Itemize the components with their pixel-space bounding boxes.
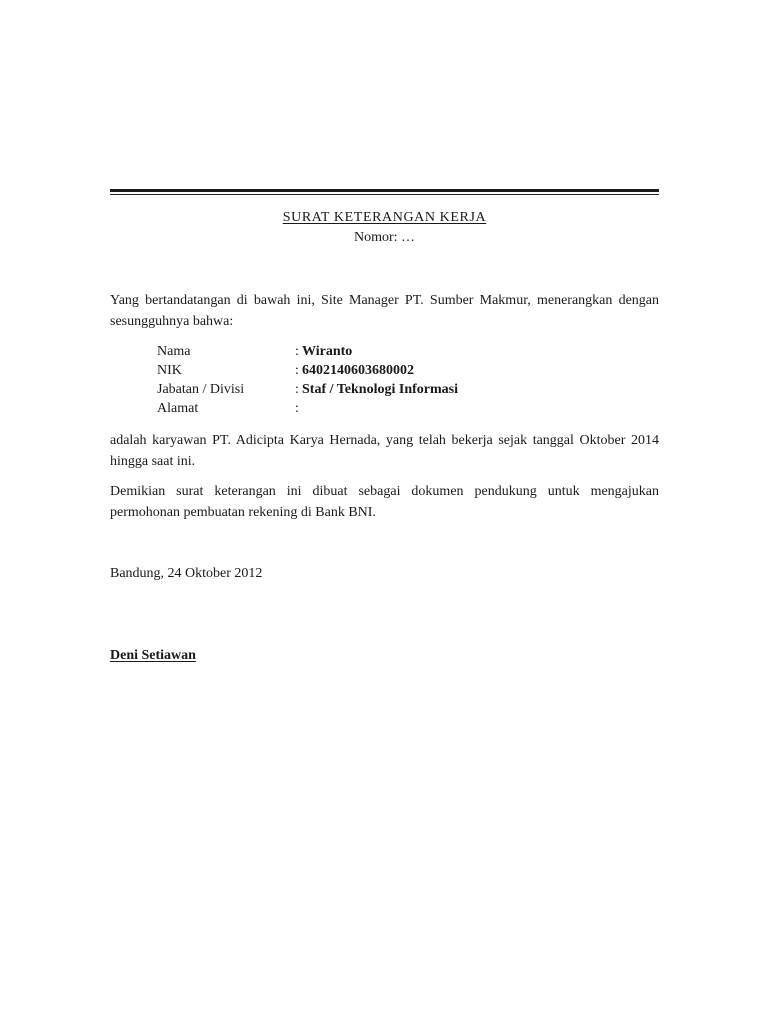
letter-title-text: SURAT KETERANGAN KERJA — [282, 210, 487, 225]
header-rule-thin — [110, 194, 659, 195]
employment-paragraph: adalah karyawan PT. Adicipta Karya Hernada, yang telah bekerja sejak tanggal Oktober 2014 hingga saat ini. — [110, 433, 659, 469]
field-label-alamat: Alamat — [157, 401, 199, 416]
employee-details — [157, 342, 458, 418]
field-value-jabatan: Staf / Teknologi Informasi — [302, 382, 458, 397]
field-row-nama — [157, 342, 458, 361]
field-value-nik: 6402140603680002 — [302, 363, 414, 378]
field-label-nik: NIK — [157, 363, 182, 378]
field-colon: : — [295, 344, 299, 359]
field-value-nama: Wiranto — [302, 344, 353, 359]
field-colon: : — [295, 382, 299, 397]
field-row-alamat — [157, 399, 458, 418]
intro-paragraph: Yang bertandatangan di bawah ini, Site Manager PT. Sumber Makmur, menerangkan dengan sesungguhnya bahwa: — [110, 293, 659, 329]
field-colon: : — [295, 401, 299, 416]
place-date: Bandung, 24 Oktober 2012 — [110, 566, 263, 581]
field-colon: : — [295, 363, 299, 378]
field-row-nik — [157, 361, 458, 380]
letter-title — [110, 209, 659, 227]
signer-name: Deni Setiawan — [110, 648, 196, 663]
letter-number: Nomor: … — [353, 230, 416, 245]
closing-paragraph: Demikian surat keterangan ini dibuat sebagai dokumen pendukung untuk mengajukan permohonan pembuatan rekening di Bank BNI. — [110, 484, 659, 520]
field-label-jabatan: Jabatan / Divisi — [157, 382, 245, 397]
field-row-jabatan — [157, 380, 458, 399]
header-rule-thick — [110, 189, 659, 192]
field-label-nama: Nama — [157, 344, 191, 359]
